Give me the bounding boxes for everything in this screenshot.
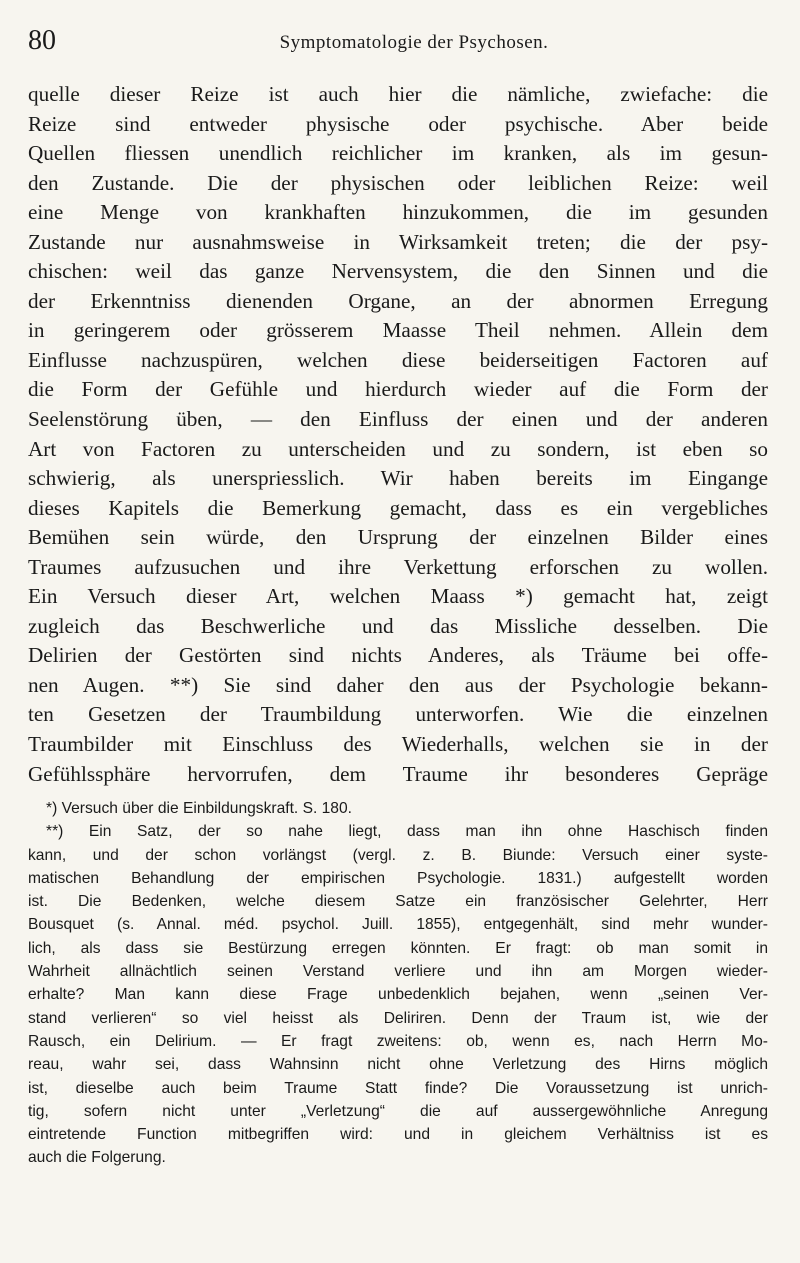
text-line: Gefühlssphäre hervorrufen, dem Traume ihr besonderes Gepräge <box>28 761 768 786</box>
text-line: Art von Factoren zu unterscheiden und zu sondern, ist eben so <box>28 436 768 461</box>
text-line: dieses Kapitels die Bemerkung gemacht, dass es ein vergebliches <box>28 495 768 520</box>
text-line: zugleich das Beschwerliche und das Missliche desselben. Die <box>28 613 768 638</box>
footnote-line: ist, dieselbe auch beim Traume Statt finde? Die Voraussetzung ist unrich- <box>28 1079 768 1097</box>
footnote-line: matischen Behandlung der empirischen Psychologie. 1831.) aufgestellt worden <box>28 869 768 887</box>
text-line: Traumes aufzusuchen und ihre Verkettung erforschen zu wollen. <box>28 554 768 579</box>
main-text <box>28 80 768 789</box>
text-line: der Erkenntniss dienenden Organe, an der abnormen Erregung <box>28 288 768 313</box>
page-header <box>28 26 760 56</box>
footnote-line: Rausch, ein Delirium. — Er fragt zweitens: ob, wenn es, nach Herrn Mo- <box>28 1032 768 1050</box>
footnote-line: eintretende Function mitbegriffen wird: und in gleichem Verhältniss ist es <box>28 1126 768 1144</box>
text-line: Traumbilder mit Einschluss des Wiederhalls, welchen sie in der <box>28 732 768 757</box>
text-line: nen Augen. **) Sie sind daher den aus der Psychologie bekann- <box>28 672 768 697</box>
footnote-line: *) Versuch über die Einbildungskraft. S. 180. <box>46 800 352 817</box>
text-line: chischen: weil das ganze Nervensystem, die den Sinnen und die <box>28 259 768 284</box>
footnote-line: erhalte? Man kann diese Frage unbedenklich bejahen, wenn „seinen Ver- <box>28 986 768 1004</box>
text-line: Seelenstörung üben, — den Einfluss der einen und der anderen <box>28 407 768 432</box>
text-line: in geringerem oder grösserem Maasse Theil nehmen. Allein dem <box>28 318 768 343</box>
text-line: Ein Versuch dieser Art, welchen Maass *) gemacht hat, zeigt <box>28 584 768 609</box>
text-line: den Zustande. Die der physischen oder leiblichen Reize: weil <box>28 170 768 195</box>
text-line: Bemühen sein würde, den Ursprung der einzelnen Bilder eines <box>28 525 768 550</box>
text-line: Zustande nur ausnahmsweise in Wirksamkeit treten; die der psy- <box>28 229 768 254</box>
text-line: Reize sind entweder physische oder psychische. Aber beide <box>28 111 768 136</box>
text-line: schwierig, als unerspriesslich. Wir haben bereits im Eingange <box>28 466 768 491</box>
text-line: Delirien der Gestörten sind nichts Anderes, als Träume bei offe- <box>28 643 768 668</box>
footnote-line: stand verlieren“ so viel heisst als Deliriren. Denn der Traum ist, wie der <box>28 1009 768 1027</box>
footnote-line: auch die Folgerung. <box>28 1149 166 1167</box>
text-line: Einflusse nachzuspüren, welchen diese beiderseitigen Factoren auf <box>28 347 768 372</box>
text-line: Quellen fliessen unendlich reichlicher im kranken, als im gesun- <box>28 141 768 166</box>
footnote-line: ist. Die Bedenken, welche diesem Satze ein französischer Gelehrter, Herr <box>28 893 768 911</box>
footnote-line: tig, sofern nicht unter „Verletzung“ die auf aussergewöhnliche Anregung <box>28 1102 768 1120</box>
running-head: Symptomatologie der Psychosen. <box>279 32 549 53</box>
footnotes <box>28 797 768 1170</box>
footnote-line: kann, und der schon vorlängst (vergl. z. B. Biunde: Versuch einer syste- <box>28 846 768 864</box>
footnote-line: lich, als dass sie Bestürzung erregen könnten. Er fragt: ob man somit in <box>28 939 768 957</box>
footnote-line: reau, wahr sei, dass Wahnsinn nicht ohne Verletzung des Hirns möglich <box>28 1056 768 1074</box>
text-line: eine Menge von krankhaften hinzukommen, die im gesunden <box>28 200 768 225</box>
text-line: ten Gesetzen der Traumbildung unterworfen. Wie die einzelnen <box>28 702 768 727</box>
page-number: 80 <box>28 25 56 56</box>
text-line: die Form der Gefühle und hierdurch wieder auf die Form der <box>28 377 768 402</box>
footnote-line: Bousquet (s. Annal. méd. psychol. Juill. 1855), entgegenhält, sind mehr wunder- <box>28 916 768 934</box>
footnote-line: **) Ein Satz, der so nahe liegt, dass man ihn ohne Haschisch finden <box>46 823 768 841</box>
footnote-line: Wahrheit allnächtlich seinen Verstand verliere und ihn am Morgen wieder- <box>28 963 768 981</box>
text-line: quelle dieser Reize ist auch hier die nämliche, zwiefache: die <box>28 82 768 106</box>
